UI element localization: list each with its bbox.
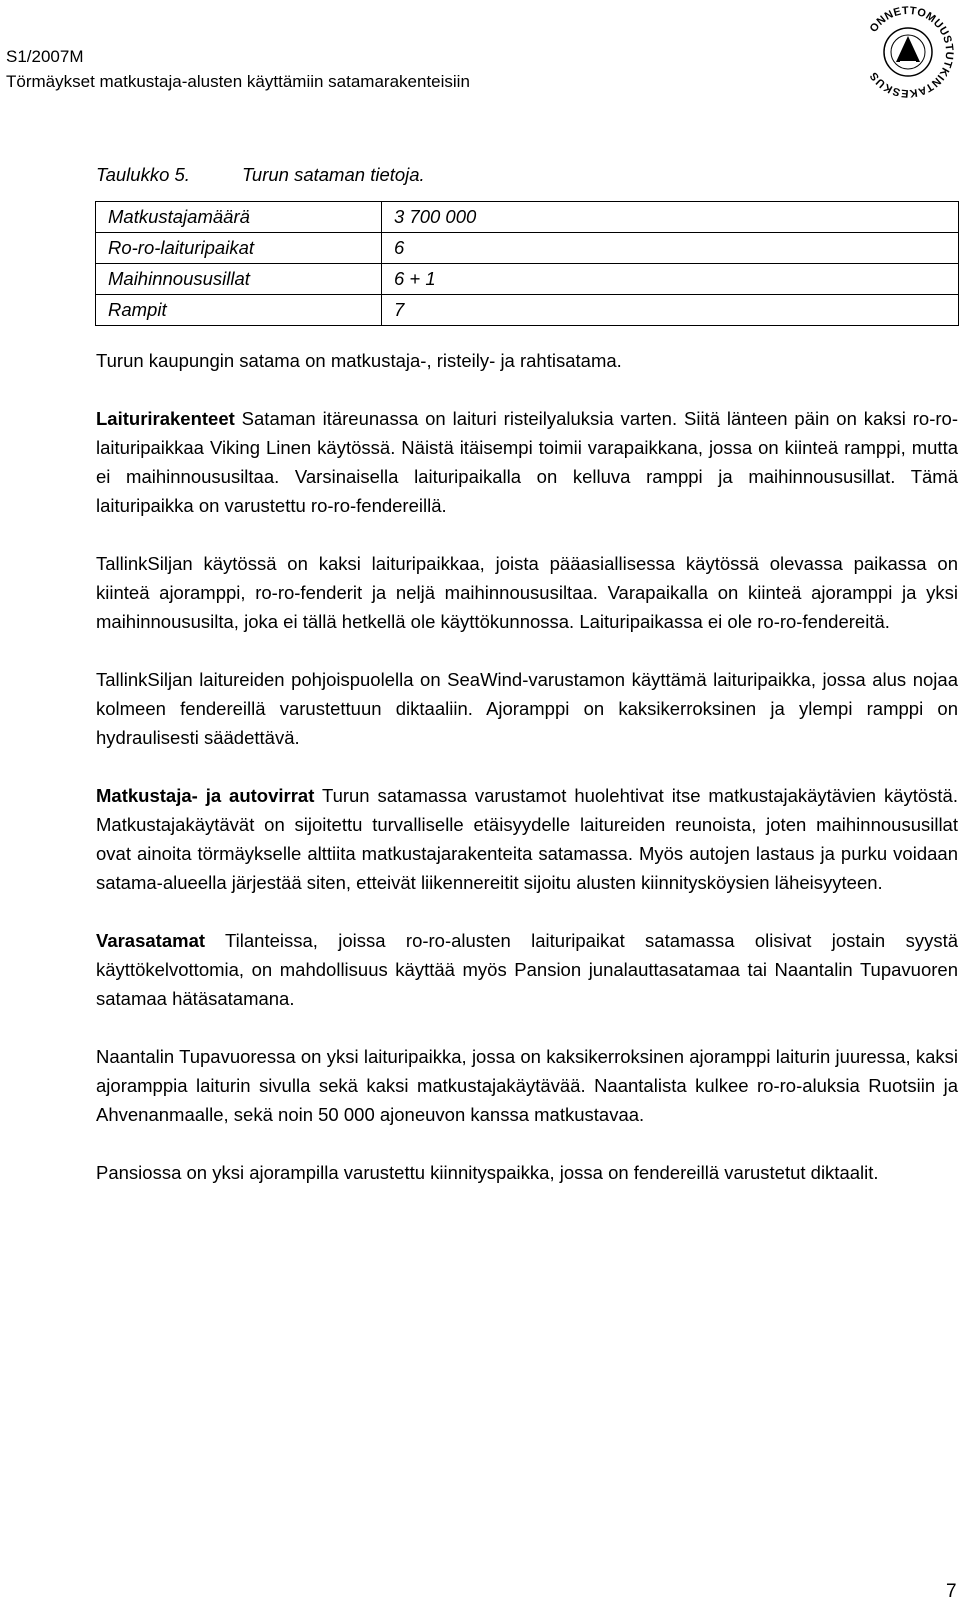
page-header <box>6 44 470 94</box>
paragraph-lead: Laiturirakenteet <box>96 408 235 429</box>
paragraph <box>96 549 958 636</box>
paragraph <box>96 781 958 897</box>
paragraph <box>96 926 958 1013</box>
table-cell-label: Rampit <box>96 295 382 326</box>
table-caption-title: Turun sataman tietoja. <box>242 164 425 185</box>
paragraph-text: Turun satamassa varustamot huolehtivat itse matkustajakäytävien käytöstä. Matkustajakäytävät on sijoitettu turvalliselle etäisyydelle laitureiden reunoista, joten maihinnoususillat ovat ainoita törmäykselle alttiita matkustajarakenteita satamassa. Myös autojen lastaus ja purku voidaan satama-alueella järjestää siten, etteivät liikennereitit sijoitu alusten kiinnitysköysien läheisyyteen. <box>96 785 958 893</box>
table-cell-value: 6 <box>382 233 959 264</box>
paragraph <box>96 1158 958 1187</box>
table-cell-label: Matkustajamäärä <box>96 202 382 233</box>
table-cell-value: 6 + 1 <box>382 264 959 295</box>
paragraph-lead: Varasatamat <box>96 930 206 951</box>
table-row <box>96 295 959 326</box>
organization-seal-logo <box>856 0 960 104</box>
table-row <box>96 202 959 233</box>
paragraph-text: Turun kaupungin satama on matkustaja-, risteily- ja rahtisatama. <box>96 350 622 371</box>
paragraph-text: TallinkSiljan laitureiden pohjoispuolella on SeaWind-varustamon käyttämä laituripaikka, jossa alus nojaa kolmeen fendereillä varustettuun diktaaliin. Ajoramppi on kaksikerroksinen ja ylempi ramppi on hydraulisesti säädettävä. <box>96 669 958 748</box>
paragraph <box>96 665 958 752</box>
table-caption <box>96 164 425 186</box>
paragraph <box>96 346 958 375</box>
paragraph <box>96 1042 958 1129</box>
paragraph-text: Pansiossa on yksi ajorampilla varustettu kiinnityspaikka, jossa on fendereillä varustetut diktaalit. <box>96 1162 879 1183</box>
paragraph-text: Naantalin Tupavuoressa on yksi laituripaikka, jossa on kaksikerroksinen ajoramppi laiturin juuressa, kaksi ajoramppia laiturin sivulla sekä kaksi matkustajakäytävää. Naantalista kulkee ro-ro-aluksia Ruotsiin ja Ahvenanmaalle, sekä noin 50 000 ajoneuvon kanssa matkustavaa. <box>96 1046 958 1125</box>
report-title: Törmäykset matkustaja-alusten käyttämiin satamarakenteisiin <box>6 72 470 91</box>
table-caption-number: Taulukko 5. <box>96 164 190 185</box>
paragraph-lead: Matkustaja- ja autovirrat <box>96 785 315 806</box>
paragraph-text: TallinkSiljan käytössä on kaksi laituripaikkaa, joista pääasiallisessa käytössä olevassa paikassa on kiinteä ajoramppi, ro-ro-fenderit ja neljä maihinnoususiltaa. Varapaikalla on kiinteä ajoramppi ja yksi maihinnoususilta, joka ei tällä hetkellä ole käyttökunnossa. Laituripaikassa ei ole ro-ro-fendereitä. <box>96 553 958 632</box>
table-cell-label: Ro-ro-laituripaikat <box>96 233 382 264</box>
table-cell-value: 3 700 000 <box>382 202 959 233</box>
table-cell-value: 7 <box>382 295 959 326</box>
paragraph-text: Sataman itäreunassa on laituri risteilyaluksia varten. Siitä länteen päin on kaksi ro-ro- laituripaikkaa Viking Linen käytössä. Näistä itäisempi toimii varapaikkana, jossa on kiinteä ramppi, mutta ei maihinnoususiltaa. Varsinaisella laituripaikalla on kelluva ramppi ja maihinnoususillat. Tämä laituripaikka on varustettu ro-ro-fendereillä. <box>96 408 958 516</box>
table-cell-label: Maihinnoususillat <box>96 264 382 295</box>
body-text <box>96 346 958 1216</box>
port-info-table <box>95 201 959 326</box>
logo-lettering: ONNETTOMUUSTUTKINTAKESKUS <box>867 4 956 100</box>
paragraph <box>96 404 958 520</box>
table-row <box>96 233 959 264</box>
paragraph-text: Tilanteissa, joissa ro-ro-alusten laituripaikat satamassa olisivat jostain syystä käyttökelvottomia, on mahdollisuus käyttää myös Pansion junalauttasatamaa tai Naantalin Tupavuoren satamaa hätäsatamana. <box>96 930 958 1009</box>
report-id: S1/2007M <box>6 47 84 66</box>
table-row <box>96 264 959 295</box>
page-number: 7 <box>946 1581 957 1602</box>
